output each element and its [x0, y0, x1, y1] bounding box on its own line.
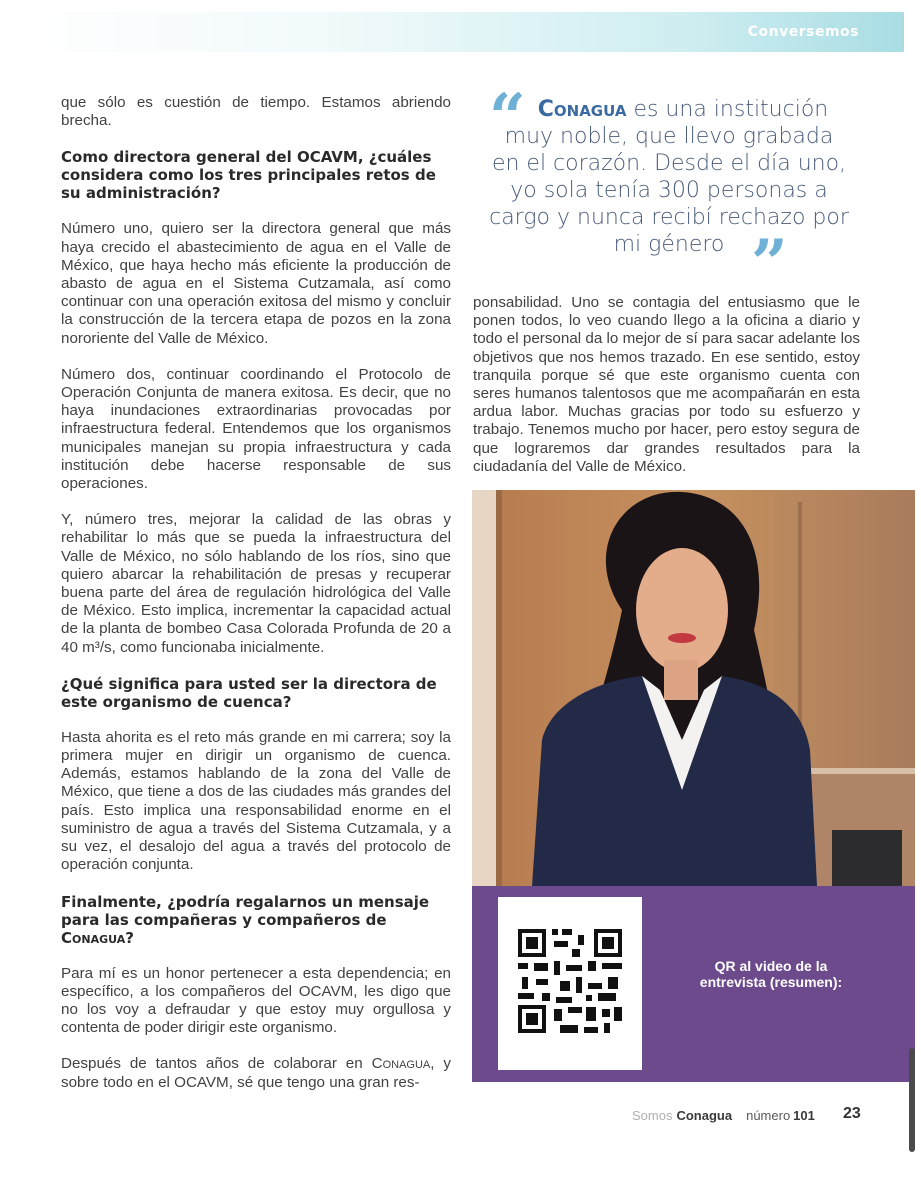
paragraph: Y, número tres, mejorar la calidad de las obras y rehabilitar lo más que se pueda la infraestructura del Valle de México, no sólo hablando de los ríos, sino que quiero abarcar la rehabilitación de presas y recuperar buena parte del área de regulación hidrológica del Valle de México. Esto implica, incrementar la capacidad actual de la planta de bombeo Casa Colorada Profunda de 20 a 40 m³/s, como funcionaba inicialmente. [61, 511, 451, 656]
page-number: 23 [843, 1105, 861, 1122]
paragraph: Número dos, continuar coordinando el Protocolo de Operación Conjunta de manera exitosa. Es decir, que no haya inundaciones extraordinarias provocadas por infraestructura federal. Entendemos que los organismos municipales manejan su propia infraestructura y cada institución debe hacerse responsable de sus operaciones. [61, 365, 451, 493]
footer-brand: Conagua [676, 1108, 733, 1123]
paragraph [61, 1055, 451, 1091]
question-mark: ? [125, 928, 134, 947]
paragraph-text: , y sobre todo en el OCAVM, sé que tengo una gran res- [61, 1055, 451, 1091]
paragraph: que sólo es cuestión de tiempo. Estamos abriendo brecha. [61, 94, 451, 130]
pull-quote [489, 80, 859, 301]
interview-question: ¿Qué significa para usted ser la directora de este organismo de cuenca? [61, 674, 437, 711]
interview-question: Como directora general del OCAVM, ¿cuáles considera como los tres principales retos de su administración? [61, 148, 436, 203]
paragraph: Número uno, quiero ser la directora general que más haya crecido el abastecimiento de agua en el Valle de México, que haya hecho más eficiente la producción de abasto de agua en el Sistema Cutzamala, así como continuar con una operación exitosa del mismo y concluir la construcción de la tercera etapa de pozos en la zona nororiente del Valle de México. [61, 220, 451, 347]
paragraph-text: Después de tantos años de colaborar en [61, 1055, 372, 1073]
brand-name: Conagua [537, 97, 627, 122]
footer [632, 1108, 815, 1123]
paragraph: Hasta ahorita es el reto más grande en mi carrera; soy la primera mujer en dirigir un organismo de cuenca. Además, estamos hablando de la zona del Valle de México, que tiene a dos de las ciudades más grandes del país. Esto implica una responsabilidad enorme en el suministro de agua a través del Sistema Cutzamala, y a su vez, el desalojo del agua a través del protocolo de operación conjunta. [61, 728, 451, 874]
right-column [473, 294, 860, 476]
footer-issue-label: número [746, 1108, 791, 1123]
qr-caption: QR al video de la entrevista (resumen): [699, 958, 843, 990]
section-label: Conversemos [747, 24, 859, 40]
portrait-illustration [472, 490, 915, 886]
paragraph: Para mí es un honor pertenecer a esta dependencia; en específico, a los compañeros del OCAVM, les digo que no los voy a defraudar y que estoy muy orgullosa y contenta de poder dirigir este organismo. [61, 964, 451, 1037]
footer-issue-number: 101 [793, 1108, 815, 1123]
qr-code-icon [498, 897, 642, 1070]
qr-code[interactable] [498, 897, 642, 1070]
scrollbar[interactable] [909, 1048, 915, 1152]
close-quote-icon: ” [751, 226, 788, 301]
qr-panel [472, 886, 915, 1082]
brand-name: Conagua [371, 1055, 431, 1073]
portrait-photo [472, 490, 915, 886]
paragraph: ponsabilidad. Uno se contagia del entusiasmo que le ponen todos, lo veo cuando llego a la oficina a diario y todo el personal da lo mejor de sí para sacar adelante los objetivos que nos hemos trazado. En ese sentido, estoy tranquila porque sé que este organismo cuenta con seres humanos talentosos que me acompañarán en esta ardua labor. Muchas gracias por todo su esfuerzo y trabajo. Tenemos mucho por hacer, pero estoy segura de que lograremos dar grandes resultados para la ciudadanía del Valle de México. [473, 294, 860, 475]
open-quote-icon: “ [489, 80, 526, 155]
left-column [61, 94, 451, 1110]
quote-body: es una institución muy noble, que llevo grabada en el corazón. Desde el día uno, yo sola tenía 300 personas a cargo y nunca recibí rechazo por mi género [489, 97, 849, 257]
brand-name: Conagua [61, 928, 126, 947]
interview-question [61, 893, 451, 947]
pull-quote-text [489, 96, 849, 258]
footer-somos: Somos [632, 1108, 673, 1123]
question-text: Finalmente, ¿podría regalarnos un mensaje para las compañeras y compañeros de [61, 892, 430, 929]
